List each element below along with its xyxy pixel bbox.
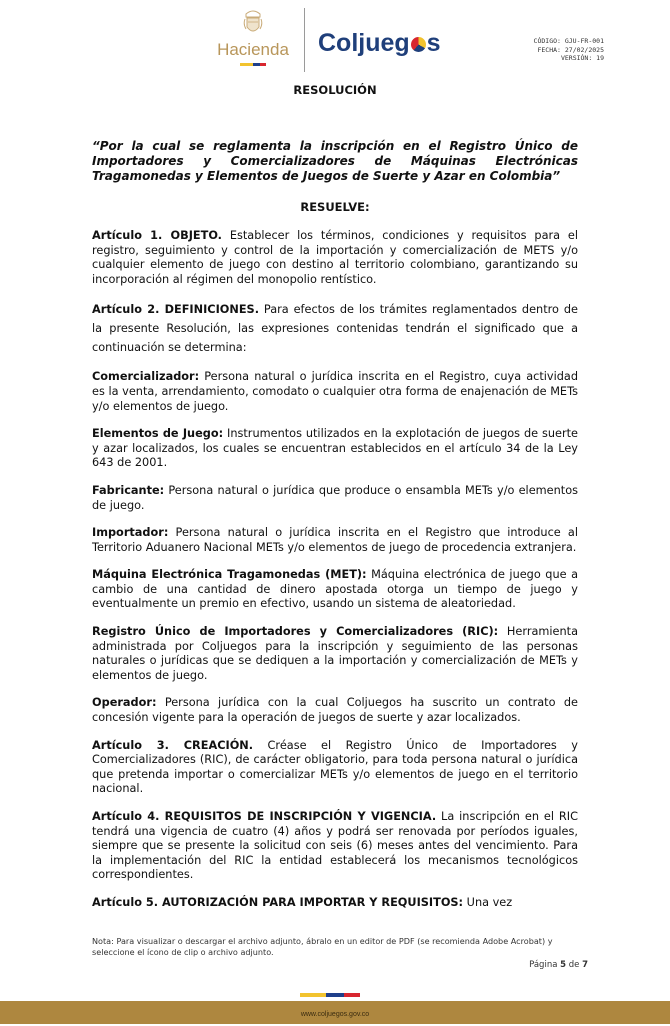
document-title: RESOLUCIÓN [293,83,377,97]
paragraph-text: Para efectos de los trámites reglamentados dentro de la presente Resolución, las expresiones contenidas tendrán el significado que a continuación se determina: [92,303,578,355]
doc-version: VERSIÓN: 19 [560,54,604,62]
paragraph-text: Persona natural o jurídica inscrita en el Registro, cuya actividad es la venta, arrendamiento, comodato o cualquier otra forma de enajenación de METs y/o elementos de juego. [92,370,578,413]
paragraph-text: Máquina electrónica de juego que a cambio de una cantidad de dinero apostada otorga un tiempo de juego y eventualmente un premio en efectivo, usando un sistema de aleatoriedad. [92,568,579,611]
document-body [92,139,578,924]
paragraph-lead: Importador: [92,526,169,540]
paragraph-lead: Fabricante: [92,483,165,497]
paragraph-lead: Registro Único de Importadores y Comercializadores (RIC): [92,625,499,639]
paragraph [92,810,578,883]
paragraph-list [92,229,578,911]
paragraph [92,568,578,612]
paragraph-lead: Artículo 2. DEFINICIONES. [92,303,259,317]
document-metadata [534,37,604,63]
paragraph-lead: Comercializador: [92,370,200,384]
attachment-note: Nota: Para visualizar o descargar el archivo adjunto, ábralo en un editor de PDF (se recomienda Adobe Acrobat) y seleccione el ícono de clip o archivo adjunto. [92,936,553,957]
paragraph [92,896,578,911]
paragraph-text: Persona natural o jurídica inscrita en el Registro que introduce al Territorio Aduanero Nacional METs y/o elementos de juego de procedencia extranjera. [92,526,578,554]
coat-of-arms-icon [242,8,264,38]
paragraph-text: Instrumentos utilizados en la explotación de juegos de suerte y azar localizados, los cuales se encuentran establecidos en el artículo 34 de la Ley 643 de 2001. [92,427,578,470]
hacienda-logo [214,8,292,68]
resuelve-heading: RESUELVE: [300,200,370,215]
paragraph-text: Una vez [463,895,513,909]
page-total: 7 [582,960,588,970]
paragraph-lead: Operador: [92,696,157,710]
paragraph [92,625,578,683]
page-number [529,960,588,970]
paragraph-text: Créase el Registro Único de Importadores y Comercializadores (RIC), de carácter obligatorio, para toda persona natural o jurídica que pretenda importar o comercializar METs y/o elementos de juego en el territorio nacional. [92,738,578,796]
footer-band [0,1001,670,1024]
paragraph [92,229,578,287]
paragraph-text: Persona jurídica con la cual Coljuegos ha suscrito un contrato de concesión vigente para la operación de juegos de suerte y azar localizados. [92,696,578,725]
paragraph-text: Herramienta administrada por Coljuegos para la inscripción y seguimiento de las personas naturales o jurídicas que se dediquen a la importación y comercialización de METs y elementos de juego. [92,625,578,682]
paragraph-lead: Elementos de Juego: [92,427,224,441]
document-subtitle: “Por la cual se reglamenta la inscripción en el Registro Único de Importadores y Comercializadores de Máquinas Electrónicas Tragamonedas y Elementos de Juegos de Suerte y Azar en Colombia” [92,139,578,183]
paragraph [92,427,578,471]
paragraph [92,696,578,725]
paragraph [92,370,578,414]
footer-flag-stripe [300,993,360,997]
document-header [0,0,670,75]
coljuegos-logo [318,29,441,58]
paragraph-text: La inscripción en el RIC tendrá una vigencia de cuatro (4) años y podrá ser renovada por períodos iguales, siempre que se presente la solicitud con seis (6) meses antes del vencimiento. Para la implementación del RIC la entidad establecerá los mecanismos tecnológicos correspondientes. [92,810,578,882]
paragraph [92,300,578,357]
doc-code: CÓDIGO: GJU-FR-001 [533,37,604,45]
page-of: de [566,960,583,970]
coljuegos-wordmark-right: s [426,29,441,57]
coljuegos-wordmark-left: Coljueg [318,29,410,57]
doc-date: FECHA: 27/02/2025 [537,45,604,54]
coljuegos-ball-icon [411,37,426,52]
flag-stripe [240,63,266,66]
website-link[interactable]: www.coljuegos.gov.co [300,1011,370,1018]
paragraph-text: Establecer los términos, condiciones y requisitos para el registro, seguimiento y control de la importación y comercialización de METS y/o cualquier elemento de juego con destino al territorio colombiano, garantizando su incorporación al régimen del monopolio rentístico. [92,228,578,286]
logo-divider [304,8,305,72]
hacienda-wordmark: Hacienda [217,40,289,59]
paragraph-text: Persona natural o jurídica que produce o ensambla METs y/o elementos de juego. [92,483,578,512]
paragraph [92,484,578,513]
paragraph-lead: Máquina Electrónica Tragamonedas (MET): [92,568,367,582]
paragraph-lead: Artículo 1. OBJETO. [92,228,222,242]
paragraph [92,526,578,555]
page-current: 5 [560,960,567,970]
paragraph-lead: Artículo 5. AUTORIZACIÓN PARA IMPORTAR Y REQUISITOS: [92,895,464,909]
paragraph [92,739,578,797]
page-prefix: Página [529,960,561,970]
paragraph-lead: Artículo 4. REQUISITOS DE INSCRIPCIÓN Y VIGENCIA. [92,810,437,824]
paragraph-lead: Artículo 3. CREACIÓN. [92,738,254,752]
